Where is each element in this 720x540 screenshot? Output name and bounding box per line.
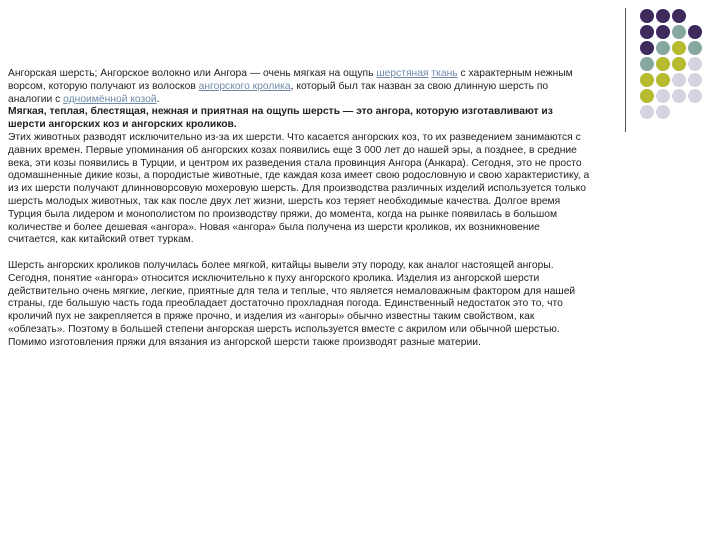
decorative-dot [640, 105, 654, 119]
link-angora-goat[interactable]: одноимённой козой [63, 93, 157, 105]
decorative-dot [672, 25, 686, 39]
decorative-dot [640, 57, 654, 71]
document-body [8, 68, 592, 350]
intro-text: с характерным нежным ворсом, которую получают из волосков [8, 68, 573, 92]
decorative-dot [640, 25, 654, 39]
intro-paragraph [8, 68, 592, 106]
intro-text: . [156, 93, 160, 105]
intro-text: , который был так назван за свою длинную шерсть по аналогии с [8, 80, 549, 105]
decorative-dot [672, 89, 686, 103]
decorative-dot-grid [640, 9, 712, 121]
decorative-dot [640, 9, 654, 23]
decorative-dot [656, 57, 670, 71]
decorative-dot [672, 9, 686, 23]
goats-paragraph: Этих животных разводят исключительно из-за их шерсти. Что касается ангорских коз, то их разведением занимаются с давних времен. Первые упоминания об ангорских козах появились еще 3 000 лет до нашей эры, а позднее, в средние века, эти козы появились в Турции, и центром их разведения стала провинция Ангора (Анкара). Сегодня, это не просто одомашненные дикие козы, а породистые животные, где каждая коза имеет свою родословную и свою характеристику, а из их шерсти получают длинноворсовую мохеровую шерсть. Для производства различных изделий используется только шерсть молодых животных, так как после двух лет жизни, шерсть коз теряет необходимые качества. Долгое время Турция была лидером и монополистом по производству пряжи, до момента, когда на рынке появилась в большом количестве и более дешевая «ангора». Новая «ангора» была получена из шерсти кроликов, их возникновение считается, как китайский ответ туркам. [8, 131, 590, 246]
decorative-dot [640, 41, 654, 55]
decorative-dot [656, 9, 670, 23]
decorative-dot [656, 89, 670, 103]
intro-text: Ангорская шерсть; Ангорское волокно или Ангора — очень мягкая на ощупь [8, 68, 377, 79]
decorative-dot [688, 89, 702, 103]
decorative-dot [640, 89, 654, 103]
link-angora-rabbit[interactable]: ангорского кролика [198, 80, 291, 92]
link-fabric[interactable]: ткань [431, 68, 458, 79]
decorative-dot [688, 25, 702, 39]
decorative-dot [672, 57, 686, 71]
decorative-dot [672, 41, 686, 55]
decorative-dot [656, 73, 670, 87]
vertical-divider [625, 8, 626, 132]
decorative-dot [688, 73, 702, 87]
decorative-dot [640, 73, 654, 87]
decorative-dot [656, 105, 670, 119]
decorative-dot [688, 41, 702, 55]
decorative-dot [688, 57, 702, 71]
decorative-dot [656, 25, 670, 39]
rabbits-paragraph: Шерсть ангорских кроликов получилась более мягкой, китайцы вывели эту породу, как аналог настоящей ангоры. Сегодня, понятие «ангора» относится исключительно к пуху ангорского кролика. Изделия из ангорской шерсти действительно очень мягкие, легкие, приятные для тела и теплые, что является немаловажным фактором для нашей страны, где большую часть года преобладает достаточно прохладная погода. Единственный недостаток это то, что кроличий пух не закрепляется в пряже прочно, и изделия из «ангоры» обычно известны таким свойством, как «облезать». Поэтому в большей степени ангорская шерсть используется вместе с акрилом или обычной шерстью. Помимо изготовления пряжи для вязания из ангорской шерсти также производят разные материи. [8, 259, 576, 348]
link-woolen[interactable]: шерстяная [376, 68, 429, 79]
decorative-dot [672, 73, 686, 87]
bold-summary-paragraph: Мягкая, теплая, блестящая, нежная и приятная на ощупь шерсть — это ангора, которую изготавливают из шерсти ангорских коз и ангорских кроликов. [8, 106, 553, 131]
decorative-dot [656, 41, 670, 55]
